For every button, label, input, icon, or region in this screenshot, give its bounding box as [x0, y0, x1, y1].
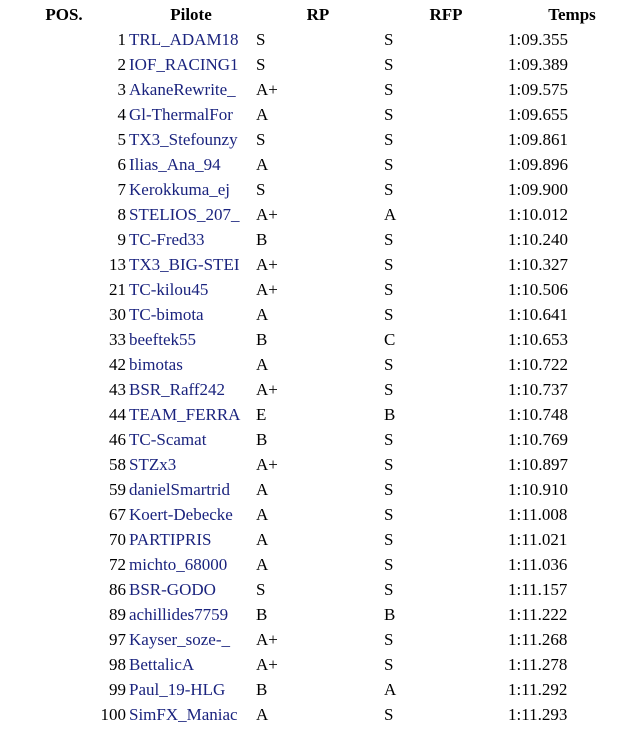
table-row — [0, 577, 640, 602]
position-cell: 8 — [117, 205, 126, 224]
pilot-name-link[interactable]: bimotas — [129, 355, 183, 374]
table-row — [0, 527, 640, 552]
time-cell: 1:10.897 — [508, 455, 568, 474]
rp-cell: A — [256, 480, 269, 499]
rfp-cell: S — [384, 230, 394, 249]
pilot-name-link[interactable]: Koert-Debecke — [129, 505, 233, 524]
pilot-name-link[interactable]: TC-bimota — [129, 305, 204, 324]
time-cell: 1:10.506 — [508, 280, 568, 299]
table-row — [0, 52, 640, 77]
time-cell: 1:10.748 — [508, 405, 568, 424]
rfp-cell: S — [384, 180, 394, 199]
time-cell: 1:11.278 — [508, 655, 568, 674]
pilot-name-link[interactable]: BettalicA — [129, 655, 195, 674]
position-cell: 99 — [109, 680, 126, 699]
table-row — [0, 352, 640, 377]
rp-cell: A+ — [256, 80, 278, 99]
position-cell: 6 — [117, 155, 126, 174]
table-row — [0, 227, 640, 252]
table-row — [0, 552, 640, 577]
rfp-cell: S — [384, 530, 394, 549]
table-row — [0, 102, 640, 127]
table-row — [0, 127, 640, 152]
rp-cell: A — [256, 305, 269, 324]
pilot-name-link[interactable]: IOF_RACING1 — [129, 55, 239, 74]
table-row — [0, 502, 640, 527]
pilot-name-link[interactable]: AkaneRewrite_ — [129, 80, 236, 99]
position-cell: 42 — [109, 355, 126, 374]
pilot-name-link[interactable]: STELIOS_207_ — [129, 205, 240, 224]
rfp-cell: S — [384, 30, 394, 49]
time-cell: 1:09.575 — [508, 80, 568, 99]
rfp-cell: S — [384, 355, 394, 374]
rp-cell: B — [256, 680, 268, 699]
table-row — [0, 402, 640, 427]
rfp-cell: S — [384, 505, 394, 524]
pilot-name-link[interactable]: TRL_ADAM18 — [129, 30, 239, 49]
rp-cell: S — [256, 55, 266, 74]
rp-cell: A+ — [256, 205, 278, 224]
time-cell: 1:11.008 — [508, 505, 568, 524]
rfp-cell: S — [384, 280, 394, 299]
rp-cell: B — [256, 230, 268, 249]
position-cell: 44 — [109, 405, 126, 424]
header-rp: RP — [306, 5, 330, 24]
rfp-cell: A — [384, 680, 397, 699]
pilot-name-link[interactable]: TC-Fred33 — [129, 230, 205, 249]
table-row — [0, 377, 640, 402]
table-row — [0, 77, 640, 102]
pilot-name-link[interactable]: STZx3 — [129, 455, 177, 474]
rp-cell: A+ — [256, 280, 278, 299]
pilot-name-link[interactable]: danielSmartrid — [129, 480, 231, 499]
rfp-cell: S — [384, 155, 394, 174]
position-cell: 100 — [100, 705, 126, 724]
rfp-cell: S — [384, 655, 394, 674]
position-cell: 98 — [109, 655, 126, 674]
pilot-name-link[interactable]: Kayser_soze-_ — [129, 630, 231, 649]
pilot-name-link[interactable]: PARTIPRIS — [129, 530, 212, 549]
table-row — [0, 452, 640, 477]
time-cell: 1:09.861 — [508, 130, 568, 149]
time-cell: 1:10.240 — [508, 230, 568, 249]
pilot-name-link[interactable]: TC-Scamat — [129, 430, 207, 449]
pilot-name-link[interactable]: TC-kilou45 — [129, 280, 209, 299]
position-cell: 67 — [109, 505, 126, 524]
rp-cell: S — [256, 30, 266, 49]
rfp-cell: S — [384, 55, 394, 74]
header-time: Temps — [548, 5, 596, 24]
rfp-cell: S — [384, 130, 394, 149]
rp-cell: A — [256, 355, 269, 374]
time-cell: 1:10.910 — [508, 480, 568, 499]
position-cell: 30 — [109, 305, 126, 324]
rp-cell: A — [256, 705, 269, 724]
rp-cell: A — [256, 105, 269, 124]
position-cell: 13 — [109, 255, 126, 274]
pilot-name-link[interactable]: BSR_Raff242 — [129, 380, 226, 399]
rfp-cell: S — [384, 555, 394, 574]
pilot-name-link[interactable]: beeftek55 — [129, 330, 197, 349]
table-row — [0, 602, 640, 627]
time-cell: 1:09.655 — [508, 105, 568, 124]
rfp-cell: B — [384, 405, 396, 424]
rp-cell: E — [256, 405, 267, 424]
rfp-cell: S — [384, 80, 394, 99]
time-cell: 1:10.012 — [508, 205, 568, 224]
rfp-cell: S — [384, 380, 394, 399]
time-cell: 1:09.900 — [508, 180, 568, 199]
position-cell: 89 — [109, 605, 126, 624]
time-cell: 1:10.722 — [508, 355, 568, 374]
pilot-name-link[interactable]: Gl-ThermalFor — [129, 105, 233, 124]
rp-cell: A+ — [256, 455, 278, 474]
time-cell: 1:11.268 — [508, 630, 568, 649]
rfp-cell: S — [384, 105, 394, 124]
position-cell: 72 — [109, 555, 126, 574]
time-cell: 1:11.021 — [508, 530, 568, 549]
rp-cell: S — [256, 130, 266, 149]
rfp-cell: S — [384, 630, 394, 649]
time-cell: 1:10.653 — [508, 330, 568, 349]
time-cell: 1:10.641 — [508, 305, 568, 324]
table-row — [0, 152, 640, 177]
header-rfp: RFP — [429, 5, 463, 24]
header-pos: POS. — [45, 5, 83, 24]
rfp-cell: S — [384, 455, 394, 474]
header-pilot: Pilote — [170, 5, 212, 24]
rfp-cell: S — [384, 580, 394, 599]
time-cell: 1:10.327 — [508, 255, 568, 274]
position-cell: 1 — [117, 30, 126, 49]
time-cell: 1:10.769 — [508, 430, 568, 449]
position-cell: 46 — [109, 430, 126, 449]
rp-cell: S — [256, 180, 266, 199]
rp-cell: A+ — [256, 630, 278, 649]
pilot-name-link[interactable]: Paul_19-HLG — [129, 680, 226, 699]
rp-cell: A+ — [256, 255, 278, 274]
position-cell: 4 — [117, 105, 126, 124]
position-cell: 5 — [117, 130, 126, 149]
rfp-cell: S — [384, 430, 394, 449]
position-cell: 70 — [109, 530, 126, 549]
position-cell: 97 — [109, 630, 126, 649]
rp-cell: B — [256, 330, 268, 349]
pilot-name-link[interactable]: TX3_Stefounzy — [129, 130, 238, 149]
position-cell: 9 — [117, 230, 126, 249]
table-row — [0, 277, 640, 302]
position-cell: 33 — [109, 330, 126, 349]
pilot-name-link[interactable]: SimFX_Maniac — [129, 705, 238, 724]
time-cell: 1:11.293 — [508, 705, 568, 724]
table-row — [0, 202, 640, 227]
position-cell: 2 — [117, 55, 126, 74]
table-header — [0, 2, 640, 27]
rp-cell: A — [256, 555, 269, 574]
position-cell: 3 — [117, 80, 126, 99]
rfp-cell: S — [384, 705, 394, 724]
table-row — [0, 302, 640, 327]
rfp-cell: S — [384, 480, 394, 499]
rfp-cell: A — [384, 205, 397, 224]
time-cell: 1:11.292 — [508, 680, 568, 699]
rfp-cell: C — [384, 330, 396, 349]
time-cell: 1:11.222 — [508, 605, 568, 624]
time-cell: 1:09.896 — [508, 155, 568, 174]
pilot-name-link[interactable]: TEAM_FERRA — [129, 405, 241, 424]
time-cell: 1:11.036 — [508, 555, 568, 574]
table-row — [0, 27, 640, 52]
rp-cell: A — [256, 530, 269, 549]
table-row — [0, 702, 640, 727]
rp-cell: A — [256, 505, 269, 524]
pilot-name-link[interactable]: TX3_BIG-STEI — [129, 255, 240, 274]
pilot-name-link[interactable]: Ilias_Ana_94 — [129, 155, 221, 174]
time-cell: 1:09.389 — [508, 55, 568, 74]
table-row — [0, 677, 640, 702]
table-row — [0, 477, 640, 502]
time-cell: 1:10.737 — [508, 380, 568, 399]
rp-cell: A — [256, 155, 269, 174]
pilot-name-link[interactable]: michto_68000 — [129, 555, 228, 574]
time-cell: 1:09.355 — [508, 30, 568, 49]
rp-cell: B — [256, 605, 268, 624]
pilot-name-link[interactable]: Kerokkuma_ej — [129, 180, 231, 199]
time-cell: 1:11.157 — [508, 580, 568, 599]
rp-cell: A+ — [256, 380, 278, 399]
rp-cell: B — [256, 430, 268, 449]
rp-cell: S — [256, 580, 266, 599]
table-row — [0, 427, 640, 452]
pilot-name-link[interactable]: achillides7759 — [129, 605, 229, 624]
position-cell: 7 — [117, 180, 126, 199]
rfp-cell: S — [384, 305, 394, 324]
rfp-cell: B — [384, 605, 396, 624]
rp-cell: A+ — [256, 655, 278, 674]
position-cell: 86 — [109, 580, 126, 599]
table-row — [0, 252, 640, 277]
table-row — [0, 327, 640, 352]
pilot-name-link[interactable]: BSR-GODO — [129, 580, 216, 599]
position-cell: 43 — [109, 380, 126, 399]
rfp-cell: S — [384, 255, 394, 274]
position-cell: 59 — [109, 480, 126, 499]
table-row — [0, 627, 640, 652]
table-row — [0, 652, 640, 677]
position-cell: 58 — [109, 455, 126, 474]
table-row — [0, 177, 640, 202]
position-cell: 21 — [109, 280, 126, 299]
